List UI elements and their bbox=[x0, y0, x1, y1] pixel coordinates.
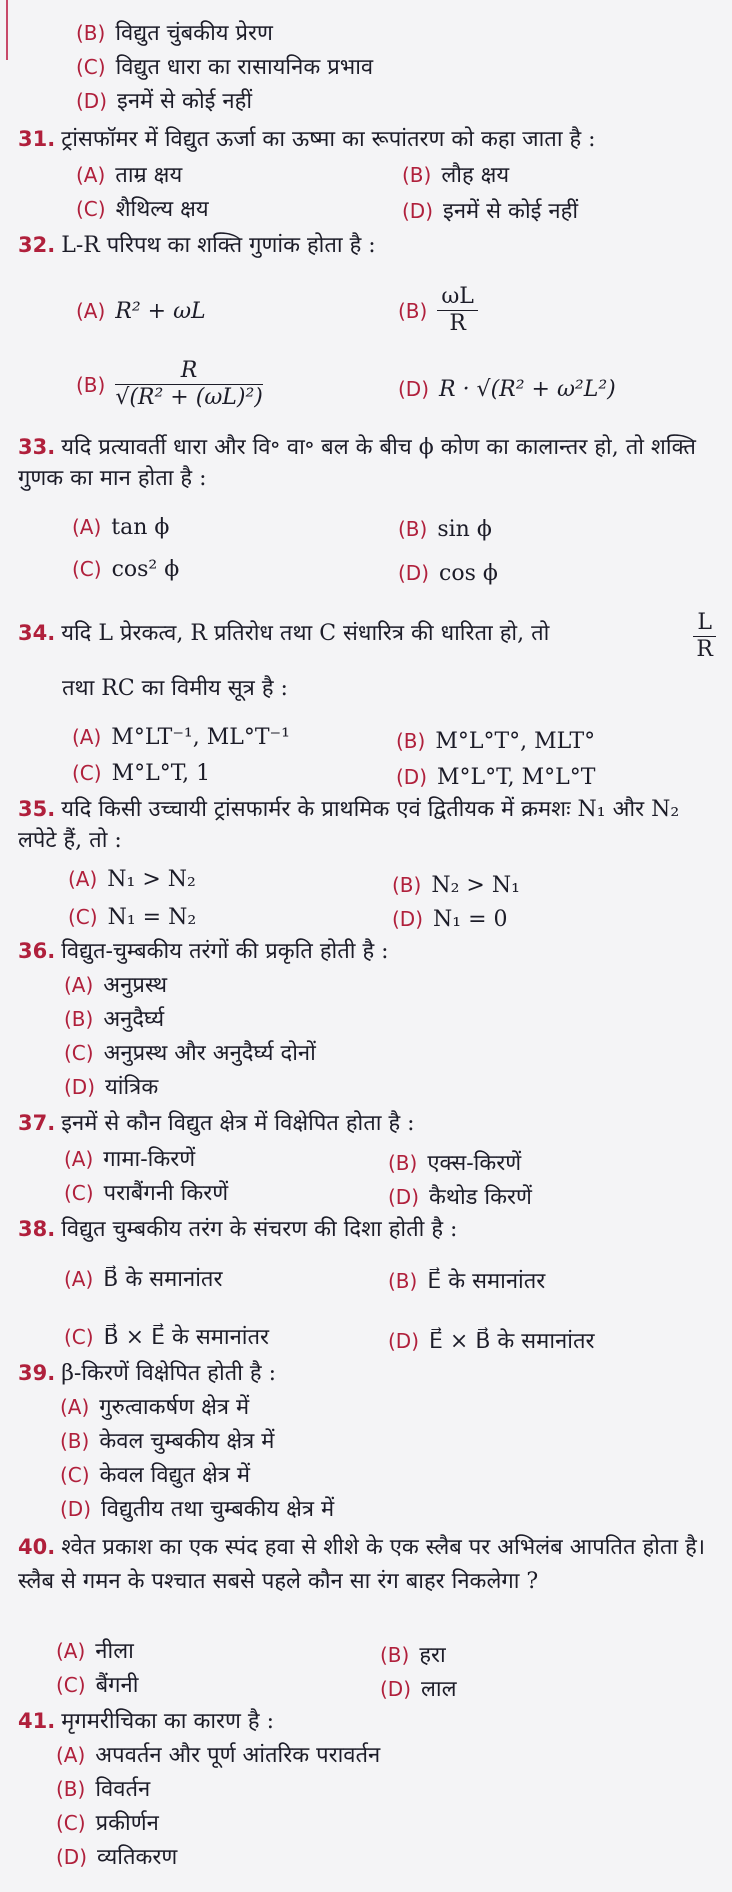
option-36-d[interactable]: (D) यांत्रिक bbox=[64, 1075, 159, 1100]
option-38-c[interactable]: (C) B⃗ × E⃗ के समानांतर bbox=[64, 1325, 270, 1350]
question-40 bbox=[18, 1530, 724, 1599]
option-33-c[interactable]: (C) cos² ϕ bbox=[72, 557, 180, 582]
fraction-l-over-r: $\frac{L}{R}$ bbox=[693, 610, 716, 663]
option-31-a[interactable]: (A) ताम्र क्षय bbox=[76, 163, 183, 188]
question-stem: इनमें से कौन विद्युत क्षेत्र में विक्षेपित होता है : bbox=[61, 1111, 415, 1136]
option-37-b[interactable]: (B) एक्स-किरणें bbox=[388, 1151, 522, 1176]
option-31-b[interactable]: (B) लौह क्षय bbox=[402, 163, 510, 188]
question-31 bbox=[18, 124, 724, 155]
question-38 bbox=[18, 1214, 724, 1245]
question-33 bbox=[18, 432, 724, 494]
option-39-a[interactable]: (A) गुरुत्वाकर्षण क्षेत्र में bbox=[60, 1395, 250, 1420]
option-39-d[interactable]: (D) विद्युतीय तथा चुम्बकीय क्षेत्र में bbox=[60, 1497, 335, 1522]
question-stem-continued: तथा RC का विमीय सूत्र है : bbox=[62, 676, 288, 701]
option-36-b[interactable]: (B) अनुदैर्घ्य bbox=[64, 1007, 165, 1032]
option-38-b[interactable]: (B) E⃗ के समानांतर bbox=[388, 1269, 546, 1294]
option-36-c[interactable]: (C) अनुप्रस्थ और अनुदैर्घ्य दोनों bbox=[64, 1041, 316, 1066]
option-32-d[interactable]: (D) R · √(R² + ω²L²) bbox=[398, 377, 616, 402]
option-40-c[interactable]: (C) बैंगनी bbox=[56, 1673, 139, 1698]
option-30-c[interactable]: (C) विद्युत धारा का रासायनिक प्रभाव bbox=[76, 55, 374, 80]
option-34-a[interactable]: (A) M°LT⁻¹, ML°T⁻¹ bbox=[72, 725, 290, 750]
question-32 bbox=[18, 230, 724, 261]
option-33-d[interactable]: (D) cos ϕ bbox=[398, 561, 498, 586]
option-30-d[interactable]: (D) इनमें से कोई नहीं bbox=[76, 89, 253, 114]
option-36-a[interactable]: (A) अनुप्रस्थ bbox=[64, 973, 168, 998]
option-35-a[interactable]: (A) N₁ > N₂ bbox=[68, 867, 196, 892]
option-33-b[interactable]: (B) sin ϕ bbox=[398, 517, 492, 542]
question-stem: विद्युत-चुम्बकीय तरंगों की प्रकृति होती है : bbox=[61, 939, 389, 964]
option-32-c[interactable]: (B) $\frac{R}{\text{√(R² + (ωL)²)}}$ bbox=[76, 358, 263, 410]
option-41-b[interactable]: (B) विवर्तन bbox=[56, 1777, 151, 1802]
question-number: 33. bbox=[18, 435, 56, 459]
question-number: 37. bbox=[18, 1111, 56, 1135]
option-31-d[interactable]: (D) इनमें से कोई नहीं bbox=[402, 199, 579, 224]
question-number: 41. bbox=[18, 1709, 56, 1733]
option-32-b[interactable]: (B) $\frac{\omega L}{R}$ bbox=[398, 284, 478, 337]
question-stem: मृगमरीचिका का कारण है : bbox=[61, 1709, 275, 1734]
question-stem: β-किरणें विक्षेपित होती है : bbox=[61, 1361, 276, 1386]
option-34-b[interactable]: (B) M°L°T°, MLT° bbox=[396, 729, 596, 754]
question-number: 32. bbox=[18, 233, 56, 257]
option-40-d[interactable]: (D) लाल bbox=[380, 1677, 457, 1702]
question-36 bbox=[18, 936, 724, 967]
question-stem: यदि L प्रेरकत्व, R प्रतिरोध तथा C संधारित्र की धारिता हो, तो bbox=[61, 621, 550, 646]
question-stem: विद्युत चुम्बकीय तरंग के संचरण की दिशा होती है : bbox=[61, 1217, 458, 1242]
option-41-c[interactable]: (C) प्रकीर्णन bbox=[56, 1811, 159, 1836]
option-33-a[interactable]: (A) tan ϕ bbox=[72, 515, 170, 540]
margin-line bbox=[6, 0, 8, 60]
question-35 bbox=[18, 794, 724, 856]
option-37-c[interactable]: (C) पराबैंगनी किरणें bbox=[64, 1181, 229, 1206]
option-35-b[interactable]: (B) N₂ > N₁ bbox=[392, 873, 520, 898]
option-37-d[interactable]: (D) कैथोड किरणें bbox=[388, 1185, 532, 1210]
option-38-d[interactable]: (D) E⃗ × B⃗ के समानांतर bbox=[388, 1329, 595, 1354]
option-39-b[interactable]: (B) केवल चुम्बकीय क्षेत्र में bbox=[60, 1429, 275, 1454]
question-number: 39. bbox=[18, 1361, 56, 1385]
option-30-b[interactable]: (B) विद्युत चुंबकीय प्रेरण bbox=[76, 21, 273, 46]
option-35-c[interactable]: (C) N₁ = N₂ bbox=[68, 905, 197, 930]
option-39-c[interactable]: (C) केवल विद्युत क्षेत्र में bbox=[60, 1463, 251, 1488]
option-41-a[interactable]: (A) अपवर्तन और पूर्ण आंतरिक परावर्तन bbox=[56, 1743, 381, 1768]
question-number: 35. bbox=[18, 797, 56, 821]
option-32-a[interactable]: (A) R² + ωL bbox=[76, 299, 206, 324]
option-34-d[interactable]: (D) M°L°T, M°L°T bbox=[396, 765, 596, 790]
question-number: 40. bbox=[18, 1535, 56, 1559]
question-41 bbox=[18, 1706, 724, 1737]
question-34 bbox=[18, 610, 724, 704]
question-number: 36. bbox=[18, 939, 56, 963]
question-number: 38. bbox=[18, 1217, 56, 1241]
option-37-a[interactable]: (A) गामा-किरणें bbox=[64, 1147, 196, 1172]
question-number: 31. bbox=[18, 127, 56, 151]
question-stem: यदि किसी उच्चायी ट्रांसफार्मर के प्राथमिक एवं द्वितीयक में क्रमशः N₁ और N₂ लपेटे हैं, तो : bbox=[18, 797, 680, 853]
question-number: 34. bbox=[18, 621, 56, 645]
option-41-d[interactable]: (D) व्यतिकरण bbox=[56, 1845, 178, 1870]
question-stem: L-R परिपथ का शक्ति गुणांक होता है : bbox=[61, 233, 376, 258]
question-stem: यदि प्रत्यावर्ती धारा और वि॰ वा॰ बल के बीच ϕ कोण का कालान्तर हो, तो शक्ति गुणक का मान होता है : bbox=[18, 435, 696, 491]
option-40-b[interactable]: (B) हरा bbox=[380, 1643, 446, 1668]
option-31-c[interactable]: (C) शैथिल्य क्षय bbox=[76, 197, 209, 222]
question-37 bbox=[18, 1108, 724, 1139]
option-35-d[interactable]: (D) N₁ = 0 bbox=[392, 907, 508, 932]
question-stem: श्वेत प्रकाश का एक स्पंद हवा से शीशे के एक स्लैब पर अभिलंब आपतित होता है। स्लैब से गमन के पश्चात सबसे पहले कौन सा रंग बाहर निकलेगा ? bbox=[18, 1535, 706, 1594]
question-39 bbox=[18, 1358, 724, 1389]
option-38-a[interactable]: (A) B⃗ के समानांतर bbox=[64, 1267, 223, 1292]
option-34-c[interactable]: (C) M°L°T, 1 bbox=[72, 761, 211, 786]
option-40-a[interactable]: (A) नीला bbox=[56, 1639, 134, 1664]
question-stem: ट्रांसफॉमर में विद्युत ऊर्जा का ऊष्मा का रूपांतरण को कहा जाता है : bbox=[61, 127, 596, 152]
